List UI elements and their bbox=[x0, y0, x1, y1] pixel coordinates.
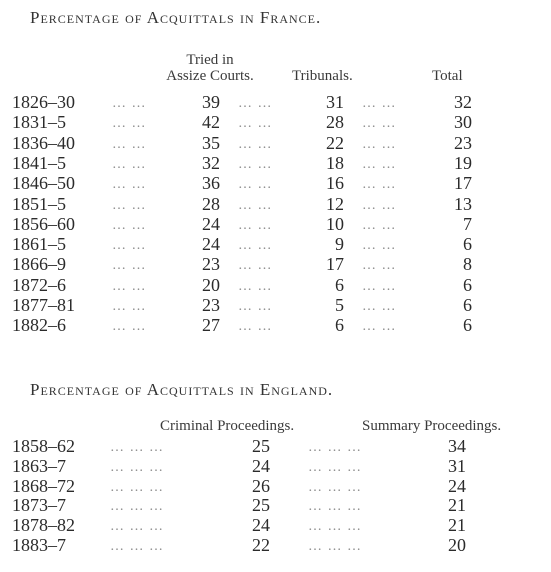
period-cell: 1882–6 bbox=[12, 315, 66, 336]
assize-cell: 23 bbox=[202, 295, 220, 315]
leader-dots: … … bbox=[112, 197, 147, 213]
leader-dots: … … … bbox=[308, 440, 362, 455]
period-cell: 1861–5 bbox=[12, 234, 66, 255]
leader-dots: … … bbox=[362, 96, 397, 111]
leader-dots: … … bbox=[238, 238, 273, 254]
leader-dots: … … bbox=[238, 177, 273, 193]
leader-dots: … … … bbox=[308, 539, 362, 554]
assize-cell: 36 bbox=[202, 173, 220, 194]
summary-cell: 24 bbox=[448, 475, 466, 496]
assize-cell: 32 bbox=[202, 152, 220, 173]
criminal-proceedings-header: Criminal Proceedings. bbox=[160, 418, 295, 434]
leader-dots: … … bbox=[112, 156, 147, 172]
assize-cell: 39 bbox=[202, 92, 220, 112]
leader-dots: … … bbox=[362, 258, 397, 274]
leader-dots: … … bbox=[238, 278, 273, 294]
leader-dots: … … … bbox=[308, 479, 362, 495]
leader-dots: … … bbox=[112, 116, 147, 132]
period-cell: 1877–81 bbox=[12, 295, 75, 315]
france-table-title: Percentage of Acquittals in France. bbox=[30, 8, 322, 27]
period-cell: 1836–40 bbox=[12, 132, 75, 153]
leader-dots: … … bbox=[112, 136, 147, 152]
france-table-row bbox=[0, 275, 551, 297]
summary-cell: 21 bbox=[448, 515, 466, 536]
assize-courts-header bbox=[150, 52, 270, 84]
total-cell: 32 bbox=[454, 92, 472, 112]
france-table-row bbox=[0, 315, 551, 337]
leader-dots: … … bbox=[362, 299, 397, 314]
leader-dots: … … bbox=[238, 258, 273, 274]
leader-dots: … … bbox=[112, 177, 147, 193]
leader-dots: … … … bbox=[110, 519, 164, 535]
period-cell: 1841–5 bbox=[12, 152, 66, 173]
leader-dots: … … bbox=[362, 197, 397, 213]
period-cell: 1851–5 bbox=[12, 193, 66, 214]
tribunals-cell: 16 bbox=[326, 173, 344, 194]
assize-cell: 28 bbox=[202, 193, 220, 214]
period-cell: 1883–7 bbox=[12, 535, 66, 555]
leader-dots: … … bbox=[362, 278, 397, 294]
leader-dots: … … … bbox=[308, 459, 362, 475]
leader-dots: … … bbox=[238, 217, 273, 233]
leader-dots: … … bbox=[112, 238, 147, 254]
assize-cell: 35 bbox=[202, 132, 220, 153]
period-cell: 1846–50 bbox=[12, 173, 75, 194]
leader-dots: … … … bbox=[110, 539, 164, 554]
leader-dots: … … bbox=[112, 258, 147, 274]
tribunals-cell: 12 bbox=[326, 193, 344, 214]
criminal-cell: 24 bbox=[252, 515, 270, 536]
summary-cell: 20 bbox=[448, 535, 466, 555]
total-cell: 7 bbox=[463, 213, 472, 234]
total-header: Total bbox=[432, 68, 463, 84]
leader-dots: … … bbox=[112, 278, 147, 294]
total-cell: 23 bbox=[454, 132, 472, 153]
tribunals-cell: 17 bbox=[326, 254, 344, 275]
leader-dots: … … bbox=[238, 96, 273, 111]
leader-dots: … … … bbox=[110, 459, 164, 475]
period-cell: 1873–7 bbox=[12, 495, 66, 516]
leader-dots: … … bbox=[238, 116, 273, 132]
total-cell: 6 bbox=[463, 295, 472, 315]
summary-cell: 34 bbox=[448, 436, 466, 456]
total-cell: 19 bbox=[454, 152, 472, 173]
tribunals-cell: 9 bbox=[335, 234, 344, 255]
leader-dots: … … bbox=[362, 217, 397, 233]
criminal-cell: 26 bbox=[252, 475, 270, 496]
france-table-row bbox=[0, 254, 551, 276]
tribunals-cell: 6 bbox=[335, 274, 344, 295]
summary-cell: 21 bbox=[448, 495, 466, 516]
leader-dots: … … bbox=[362, 177, 397, 193]
tribunals-cell: 31 bbox=[326, 92, 344, 112]
france-table-row bbox=[0, 92, 551, 114]
tribunals-cell: 28 bbox=[326, 112, 344, 133]
assize-cell: 24 bbox=[202, 213, 220, 234]
england-table-title: Percentage of Acquittals in England. bbox=[30, 380, 334, 399]
period-cell: 1863–7 bbox=[12, 455, 66, 476]
tribunals-header: Tribunals. bbox=[292, 68, 353, 84]
tribunals-cell: 6 bbox=[335, 315, 344, 336]
criminal-cell: 25 bbox=[252, 436, 270, 456]
leader-dots: … … bbox=[112, 319, 147, 335]
tribunals-cell: 5 bbox=[335, 295, 344, 315]
england-table-row bbox=[0, 436, 551, 458]
tribunals-cell: 18 bbox=[326, 152, 344, 173]
england-table-row bbox=[0, 476, 551, 498]
total-cell: 17 bbox=[454, 173, 472, 194]
leader-dots: … … bbox=[112, 299, 147, 314]
period-cell: 1856–60 bbox=[12, 213, 75, 234]
period-cell: 1831–5 bbox=[12, 112, 66, 133]
france-table-row bbox=[0, 295, 551, 317]
total-cell: 13 bbox=[454, 193, 472, 214]
leader-dots: … … … bbox=[110, 499, 164, 515]
criminal-cell: 25 bbox=[252, 495, 270, 516]
assize-cell: 42 bbox=[202, 112, 220, 133]
leader-dots: … … … bbox=[110, 479, 164, 495]
period-cell: 1872–6 bbox=[12, 274, 66, 295]
period-cell: 1878–82 bbox=[12, 515, 75, 536]
england-table-row bbox=[0, 515, 551, 537]
assize-cell: 24 bbox=[202, 234, 220, 255]
leader-dots: … … bbox=[238, 197, 273, 213]
period-cell: 1866–9 bbox=[12, 254, 66, 275]
period-cell: 1868–72 bbox=[12, 475, 75, 496]
leader-dots: … … bbox=[238, 299, 273, 314]
assize-header-line2: Assize Courts. bbox=[166, 68, 254, 84]
tribunals-cell: 22 bbox=[326, 132, 344, 153]
period-cell: 1858–62 bbox=[12, 436, 75, 456]
leader-dots: … … bbox=[362, 238, 397, 254]
total-cell: 6 bbox=[463, 274, 472, 295]
leader-dots: … … bbox=[362, 116, 397, 132]
france-table-row bbox=[0, 234, 551, 256]
england-table-row bbox=[0, 456, 551, 478]
leader-dots: … … bbox=[112, 96, 147, 111]
leader-dots: … … bbox=[238, 156, 273, 172]
france-table-row bbox=[0, 153, 551, 175]
england-table-row bbox=[0, 495, 551, 517]
leader-dots: … … … bbox=[308, 499, 362, 515]
france-table-row bbox=[0, 133, 551, 155]
tribunals-cell: 10 bbox=[326, 213, 344, 234]
france-table-row bbox=[0, 214, 551, 236]
leader-dots: … … bbox=[362, 156, 397, 172]
assize-cell: 23 bbox=[202, 254, 220, 275]
england-table-row bbox=[0, 535, 551, 557]
leader-dots: … … … bbox=[308, 519, 362, 535]
assize-cell: 20 bbox=[202, 274, 220, 295]
summary-cell: 31 bbox=[448, 455, 466, 476]
leader-dots: … … … bbox=[110, 440, 164, 455]
assize-cell: 27 bbox=[202, 315, 220, 336]
france-table-row bbox=[0, 112, 551, 134]
leader-dots: … … bbox=[112, 217, 147, 233]
leader-dots: … … bbox=[238, 319, 273, 335]
period-cell: 1826–30 bbox=[12, 92, 75, 112]
leader-dots: … … bbox=[238, 136, 273, 152]
total-cell: 8 bbox=[463, 254, 472, 275]
leader-dots: … … bbox=[362, 136, 397, 152]
total-cell: 30 bbox=[454, 112, 472, 133]
total-cell: 6 bbox=[463, 234, 472, 255]
summary-proceedings-header: Summary Proceedings. bbox=[362, 418, 502, 434]
assize-header-line1: Tried in bbox=[186, 52, 234, 68]
total-cell: 6 bbox=[463, 315, 472, 336]
france-table-row bbox=[0, 194, 551, 216]
criminal-cell: 22 bbox=[252, 535, 270, 555]
france-table-row bbox=[0, 173, 551, 195]
leader-dots: … … bbox=[362, 319, 397, 335]
criminal-cell: 24 bbox=[252, 455, 270, 476]
